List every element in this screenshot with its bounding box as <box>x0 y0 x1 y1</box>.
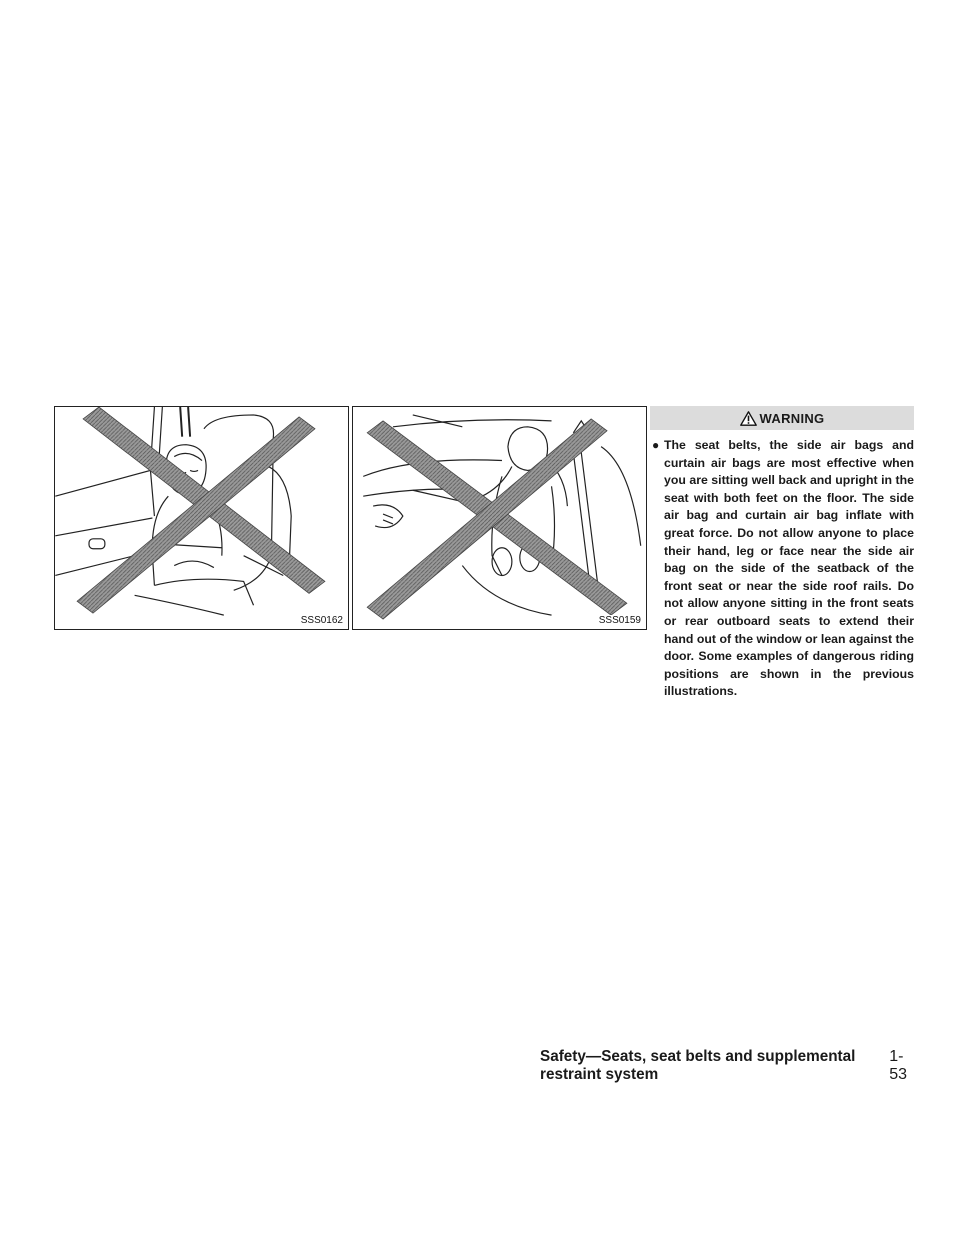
warning-body: The seat belts, the side air bags and curtain air bags are most effective when you are sitting well back and upright in the seat with both feet on the floor. The side air bag and curtain air bag inflate with great force. Do not allow anyone to place their hand, leg or face near the side air bag on the side of the seatback of the front seat or near the side roof rails. Do not allow anyone sitting in the front seats or rear outboard seats to extend their hand out of the window or lean against the door. Some examples of dangerous riding positions are shown in the previous illustrations. <box>664 438 914 699</box>
illustration-feet-on-dashboard <box>352 406 647 630</box>
bullet-icon: ● <box>652 438 660 452</box>
feet-on-dashboard-drawing <box>353 407 646 629</box>
figure-code: SSS0159 <box>598 615 641 626</box>
warning-header <box>650 406 914 430</box>
sleeping-passenger-drawing <box>55 407 348 629</box>
figure-code: SSS0162 <box>300 615 343 626</box>
page-footer <box>540 1048 914 1083</box>
warning-paragraph <box>650 437 914 701</box>
warning-heading: WARNING <box>759 410 825 426</box>
page-number: 1-53 <box>889 1048 907 1083</box>
illustration-sleeping-passenger <box>54 406 349 630</box>
warning-triangle-icon <box>740 411 757 426</box>
section-title: Safety—Seats, seat belts and supplemental restraint system <box>540 1048 856 1083</box>
